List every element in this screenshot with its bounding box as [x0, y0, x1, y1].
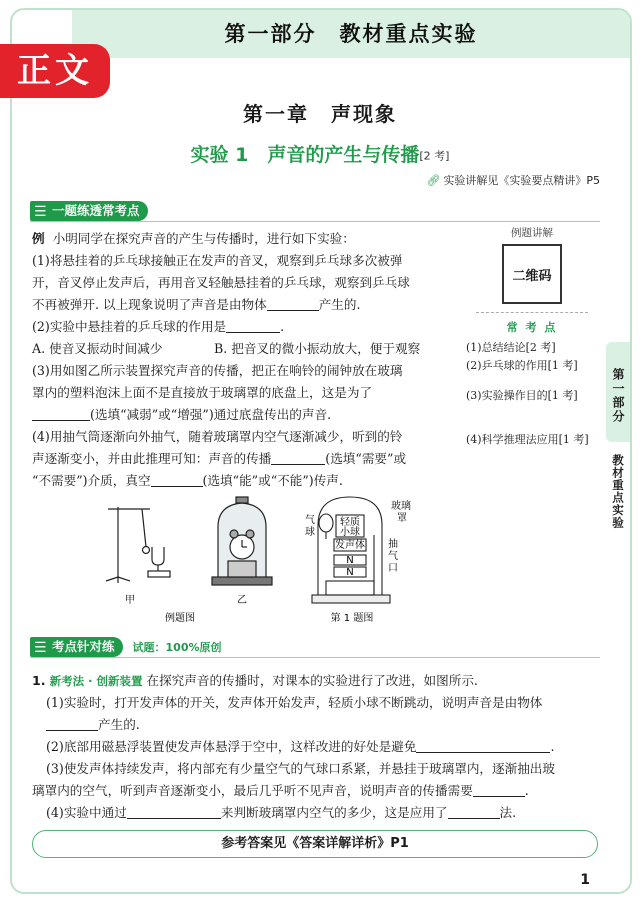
key-point-item: (3)实验操作目的[1 考] [466, 389, 578, 402]
qr-label: 二维码 [512, 268, 552, 284]
figures [90, 495, 470, 625]
option-a: A. 使音叉振动时间减少 [32, 341, 163, 356]
exam-count: [2 考] [419, 149, 450, 163]
example-q2: (2)实验中悬挂着的乒乓球的作用是 [32, 319, 227, 334]
q1-part1-b: 产生的. [98, 717, 140, 732]
experiment-title [0, 140, 640, 167]
label-balloon-b: 球 [305, 527, 315, 538]
key-point-item: (2)乒乓球的作用[1 考] [466, 359, 578, 372]
answer-blank[interactable] [473, 783, 525, 797]
tuning-fork-figure [106, 507, 170, 583]
label-glass: 玻璃 [391, 501, 411, 512]
key-points-title: 常 考 点 [506, 321, 558, 334]
example-q1-line-c: 不再被弹开. 以上现象说明了声音是由物体 [32, 297, 267, 312]
chapter-title: 第一章 声现象 [243, 102, 397, 126]
section-1-header [30, 200, 148, 222]
example-q4-line-b-end: (选填“需要”或 [325, 451, 407, 466]
section-1-rule [30, 221, 600, 222]
example-q4-line-b: 声逐渐变小，并由此推理可知：声音的传播 [32, 451, 272, 466]
label-ball-b: 小球 [340, 527, 360, 538]
zhengwen-badge: 正文 [0, 44, 110, 98]
figure-yi-label: 乙 [237, 595, 247, 606]
example-q3-line-b: 罩内的塑料泡沫上面不是直接放于玻璃罩的底盘上，这是为了 [32, 385, 373, 400]
side-tab-name: 教材重点实验 [611, 453, 625, 529]
q1-part3-b: 璃罩内的空气，听到声音逐渐变小，最后几乎听不见声音，说明声音的传播需要 [32, 783, 473, 798]
video-title: 例题讲解 [511, 227, 553, 239]
q1-number: 1. [32, 673, 46, 688]
label-balloon-a: 气 [305, 515, 315, 526]
q1-part2: (2)底部用磁悬浮装置使发声体悬浮于空中，这样改进的好处是避免 [46, 739, 417, 754]
example-q3-line-c: (选填“减弱”或“增强”)通过底盘传出的声音. [90, 407, 332, 422]
example-q4-line-c-end: (选填“能”或“不能”)传声. [202, 473, 343, 488]
q1-part4-end: 法. [499, 805, 517, 820]
q1-part3-end: . [524, 783, 529, 798]
label-ball-a: 轻质 [340, 517, 360, 528]
section-1-badge [30, 201, 148, 221]
example-q1-line-c-end: 产生的. [318, 297, 361, 312]
section-2-icon: ☰ [34, 640, 47, 656]
answer-blank[interactable] [267, 297, 319, 311]
question-1 [32, 670, 602, 824]
q1-new-tag: 新考法 · 创新装置 [49, 674, 143, 688]
answer-blank[interactable] [226, 319, 280, 333]
experiment-title-text: 实验 1 声音的产生与传播 [190, 144, 420, 166]
example-figure-caption: 例题图 [165, 613, 195, 624]
example-q3-line-a: (3)用如图乙所示装置探究声音的传播，把正在响铃的闹钟放在玻璃 [32, 363, 403, 378]
bell-jar-figure [212, 497, 272, 585]
qr-code[interactable] [502, 244, 562, 304]
reference-text: 实验讲解见《实验要点精讲》P5 [443, 174, 600, 187]
option-b: B. 把音叉的微小振动放大，便于观察 [214, 341, 421, 356]
q1-part3-a: (3)使发声体持续发声，将内部充有少量空气的气球口系紧，并悬挂于玻璃罩内，逐渐抽出玻 [46, 761, 555, 776]
example-q2-end: . [280, 319, 285, 334]
section-2-subtitle: 试题：100%原创 [132, 641, 222, 654]
reference-line[interactable] [426, 172, 600, 188]
answer-blank[interactable] [151, 473, 203, 487]
answer-blank[interactable] [127, 805, 221, 819]
section-2-badge [30, 637, 123, 657]
example-q1-line-b: 开，音叉停止发声后，再用音叉轻触悬挂着的乒乓球，观察到乒乓球 [32, 275, 410, 290]
answer-blank[interactable] [448, 805, 500, 819]
q1-part1-a: (1)实验时，打开发声体的开关，发声体开始发声，轻质小球不断跳动，说明声音是由物体 [46, 695, 543, 710]
answer-blank[interactable] [271, 451, 325, 465]
label-emitter: 发声体 [335, 540, 365, 551]
section-2-rule [30, 657, 600, 658]
q1-stem: 在探究声音的传播时，对课本的实验进行了改进，如图所示. [146, 673, 478, 688]
label-cover: 罩 [397, 513, 407, 524]
example-question [32, 228, 457, 492]
label-magnet-n: N [346, 555, 354, 566]
sidebar [466, 225, 598, 449]
label-pump-c: 口 [388, 563, 398, 574]
answer-blank[interactable] [46, 717, 98, 731]
part-title: 第一部分 教材重点实验 [224, 22, 478, 46]
example-label: 例 [32, 231, 45, 246]
section-1-icon: ☰ [34, 204, 47, 220]
section-2-header [30, 636, 222, 658]
label-magnet-n: N [346, 567, 354, 578]
label-pump-b: 气 [388, 551, 398, 562]
answer-reference[interactable]: 参考答案见《答案详解详析》P1 [32, 830, 598, 858]
q1-part4-mid: 来判断玻璃罩内空气的多少，这是应用了 [220, 805, 448, 820]
example-q4-line-a: (4)用抽气筒逐渐向外抽气，随着玻璃罩内空气逐渐减少，听到的铃 [32, 429, 403, 444]
page-number: 1 [580, 872, 590, 888]
answer-blank[interactable] [32, 407, 90, 421]
section-1-label: 一题练透常考点 [52, 203, 140, 218]
answer-blank[interactable] [416, 739, 550, 753]
label-pump-a: 抽 [388, 539, 398, 550]
q1-figure-caption: 第 1 题图 [330, 613, 374, 624]
example-intro: 小明同学在探究声音的产生与传播时，进行如下实验： [52, 231, 355, 246]
sidebar-divider [476, 312, 588, 313]
q1-part4: (4)实验中通过 [46, 805, 127, 820]
figure-jia-label: 甲 [125, 595, 135, 606]
key-point-item: (1)总结结论[2 考] [466, 341, 556, 354]
link-icon: 🔗︎ [426, 174, 441, 187]
example-q4-line-c: “不需要”)介质，真空 [32, 473, 151, 488]
section-2-label: 考点针对练 [52, 639, 115, 654]
key-point-item: (4)科学推理法应用[1 考] [466, 433, 589, 446]
q1-part2-end: . [550, 739, 555, 754]
side-tab-part[interactable]: 第一部分 [606, 342, 630, 442]
example-q1-line-a: (1)将悬挂着的乒乓球接触正在发声的音叉，观察到乒乓球多次被弹 [32, 253, 403, 268]
